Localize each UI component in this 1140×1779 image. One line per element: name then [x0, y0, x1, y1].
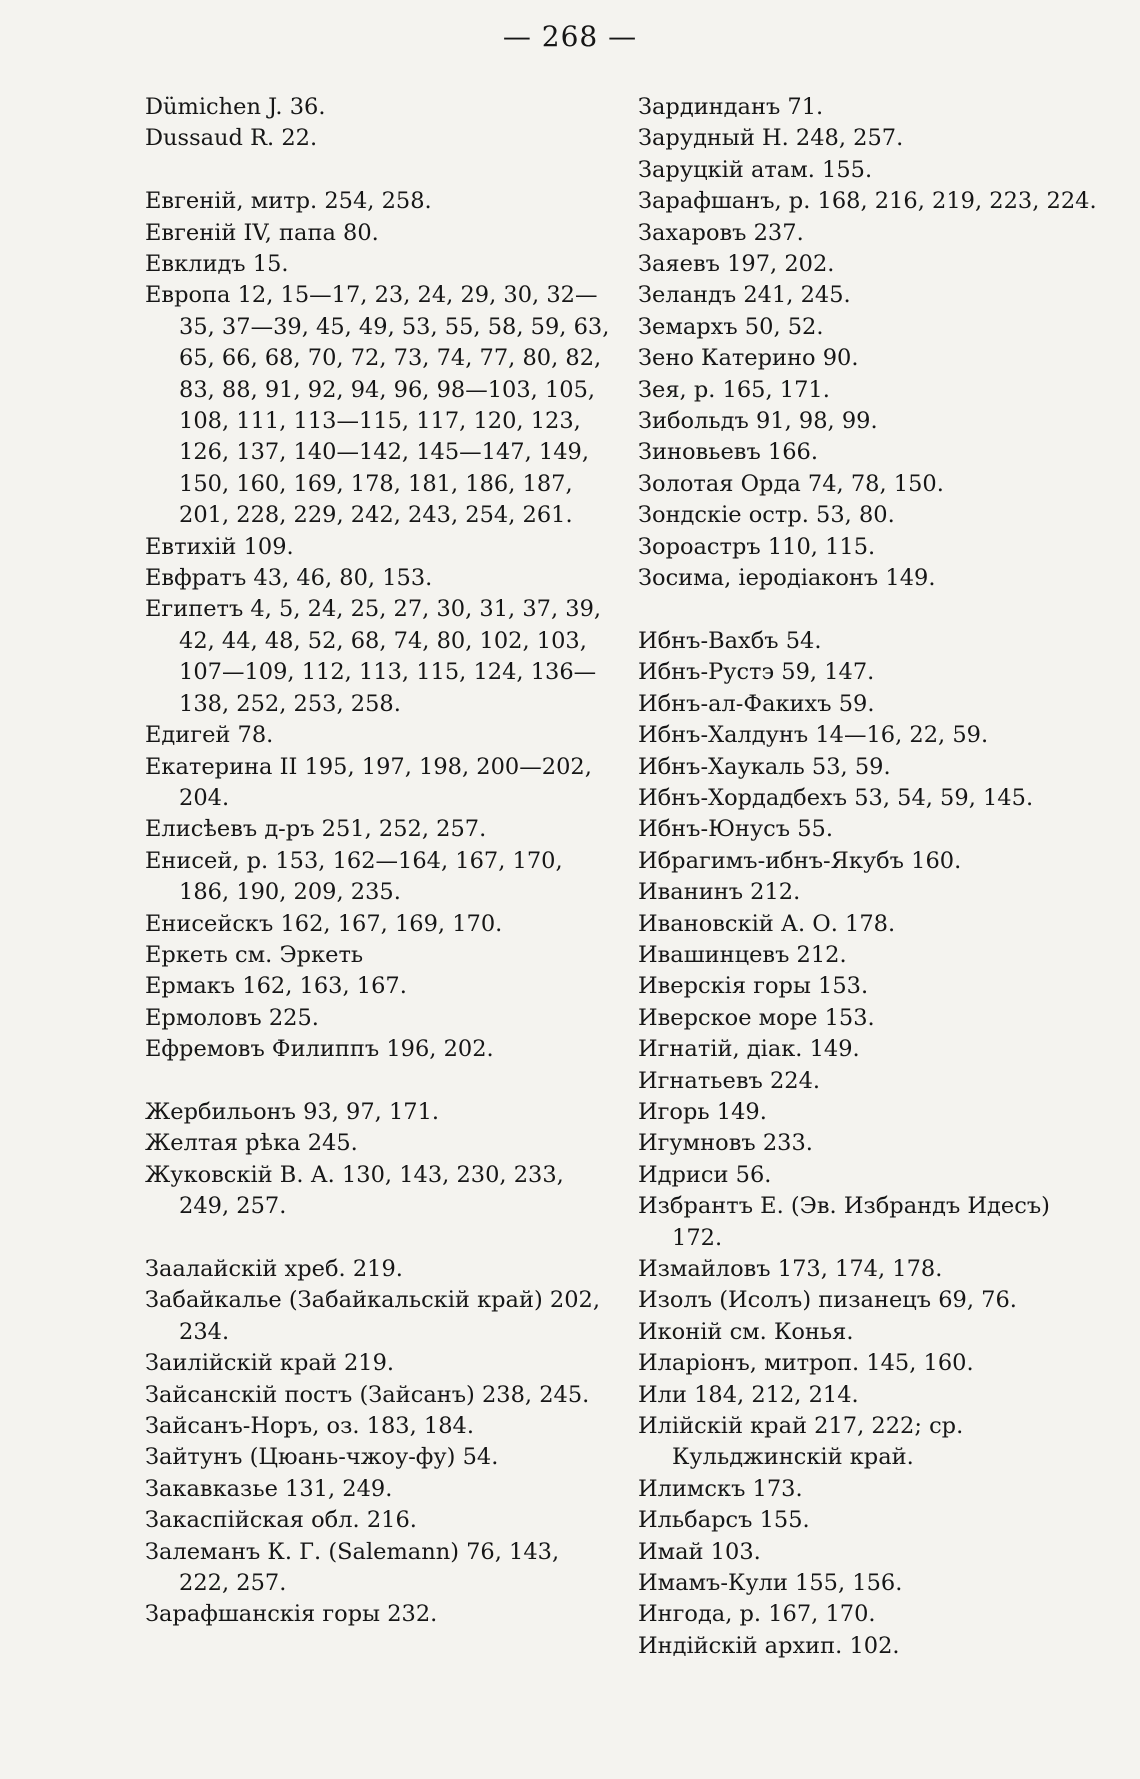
- index-entry: Жербильонъ 93, 97, 171.: [145, 1098, 440, 1125]
- index-entry: Елисѣевъ д-ръ 251, 252, 257.: [145, 816, 487, 843]
- index-entry: Илійскій край 217, 222; ср. Кульджинскій край.: [638, 1413, 964, 1471]
- index-entry: Залеманъ К. Г. (Salemann) 76, 143, 222, 257.: [145, 1538, 560, 1597]
- index-entry: Избрантъ Е. (Эв. Избрандъ Идесъ) 172.: [638, 1193, 1050, 1251]
- index-entry: Иванинъ 212.: [638, 879, 801, 906]
- index-entry: Или 184, 212, 214.: [638, 1381, 859, 1408]
- index-entry: Игумновъ 233.: [638, 1130, 813, 1157]
- index-entry: Ибнъ-Рустэ 59, 147.: [638, 659, 875, 686]
- index-entry: Илимскъ 173.: [638, 1475, 803, 1502]
- index-entry: Идриси 56.: [638, 1161, 772, 1188]
- index-entry: Ибнъ-ал-Факихъ 59.: [638, 690, 875, 717]
- index-entry: Зондскіе остр. 53, 80.: [638, 502, 895, 529]
- section-gap: [638, 595, 1100, 626]
- index-entry: Желтая рѣка 245.: [145, 1130, 358, 1157]
- index-entry: Имай 103.: [638, 1538, 761, 1565]
- index-entry: Енисейскъ 162, 167, 169, 170.: [145, 910, 503, 937]
- index-entry: Зибольдъ 91, 98, 99.: [638, 408, 878, 435]
- section-gap: [145, 155, 615, 186]
- index-entry: Зарафшанъ, р. 168, 216, 219, 223, 224.: [638, 188, 1097, 215]
- index-entry: Ибнъ-Хаукаль 53, 59.: [638, 753, 891, 780]
- index-entry: Иверскія горы 153.: [638, 973, 869, 1000]
- index-entry: Зайсанскій постъ (Зайсанъ) 238, 245.: [145, 1381, 590, 1408]
- index-entry: Ефремовъ Филиппъ 196, 202.: [145, 1036, 494, 1063]
- index-entry: Dümichen J. 36.: [145, 94, 326, 120]
- index-entry: Евфратъ 43, 46, 80, 153.: [145, 565, 433, 592]
- index-entry: Измайловъ 173, 174, 178.: [638, 1256, 943, 1283]
- index-entry: Едигей 78.: [145, 722, 274, 749]
- index-entry: Заруцкій атам. 155.: [638, 156, 873, 183]
- index-entry: Ивашинцевъ 212.: [638, 941, 847, 968]
- index-entry: Египетъ 4, 5, 24, 25, 27, 30, 31, 37, 39, 42, 44, 48, 52, 68, 74, 80, 102, 103, 107—109, 112, 113, 115, 124, 136—138, 252, 253, 258.: [145, 596, 602, 717]
- index-entry: Ермакъ 162, 163, 167.: [145, 973, 407, 1000]
- index-entry: Закаспійская обл. 216.: [145, 1507, 417, 1534]
- index-entry: Золотая Орда 74, 78, 150.: [638, 470, 944, 497]
- index-entry: Закавказье 131, 249.: [145, 1475, 393, 1502]
- index-entry: Зеландъ 241, 245.: [638, 282, 851, 309]
- index-entry: Иларіонъ, митроп. 145, 160.: [638, 1350, 974, 1377]
- index-entry: Захаровъ 237.: [638, 219, 804, 246]
- index-entry: Екатерина II 195, 197, 198, 200—202, 204.: [145, 753, 592, 811]
- index-column-right: [638, 92, 1100, 1662]
- index-entry: Игнатій, діак. 149.: [638, 1036, 860, 1063]
- index-entry: Иконій см. Конья.: [638, 1318, 854, 1345]
- index-entry: Иверское море 153.: [638, 1004, 875, 1031]
- index-entry: Еркеть см. Эркеть: [145, 941, 364, 968]
- section-gap: [145, 1066, 615, 1097]
- index-entry: Имамъ-Кули 155, 156.: [638, 1570, 903, 1597]
- index-entry: Ермоловъ 225.: [145, 1004, 319, 1031]
- index-entry: Евтихій 109.: [145, 533, 294, 560]
- page-number: — 268 —: [502, 20, 638, 53]
- index-entry: Зосима, іеродіаконъ 149.: [638, 565, 936, 592]
- index-entry: Жуковскій В. А. 130, 143, 230, 233, 249, 257.: [145, 1161, 564, 1220]
- section-gap: [145, 1223, 615, 1254]
- index-entry: Зороастръ 110, 115.: [638, 533, 876, 560]
- index-entry: Зарафшанскія горы 232.: [145, 1601, 438, 1628]
- index-entry: Заяевъ 197, 202.: [638, 251, 835, 278]
- index-column-left: [145, 92, 615, 1631]
- index-entry: Зея, р. 165, 171.: [638, 376, 830, 403]
- index-entry: Ибнъ-Вахбъ 54.: [638, 627, 822, 654]
- index-entry: Евгеній, митр. 254, 258.: [145, 188, 432, 215]
- index-entry: Заилійскій край 219.: [145, 1350, 395, 1377]
- index-entry: Игорь 149.: [638, 1098, 767, 1125]
- index-entry: Ибнъ-Халдунъ 14—16, 22, 59.: [638, 722, 989, 749]
- index-entry: Зено Катерино 90.: [638, 345, 859, 372]
- index-entry: Евгеній IV, папа 80.: [145, 219, 379, 246]
- index-entry: Земархъ 50, 52.: [638, 313, 824, 340]
- index-entry: Ибнъ-Юнусъ 55.: [638, 816, 834, 843]
- index-entry: Изолъ (Исолъ) пизанецъ 69, 76.: [638, 1287, 1017, 1314]
- index-entry: Зайсанъ-Норъ, оз. 183, 184.: [145, 1413, 475, 1440]
- index-entry: Зарудный Н. 248, 257.: [638, 125, 904, 152]
- index-entry: Ильбарсъ 155.: [638, 1507, 810, 1534]
- index-entry: Зиновьевъ 166.: [638, 439, 819, 466]
- index-entry: Ибрагимъ-ибнъ-Якубъ 160.: [638, 847, 962, 874]
- index-entry: Игнатьевъ 224.: [638, 1067, 821, 1094]
- index-entry: Зардинданъ 71.: [638, 94, 824, 120]
- index-entry: Заалайскій хреб. 219.: [145, 1255, 403, 1282]
- index-entry: Европа 12, 15—17, 23, 24, 29, 30, 32—35, 37—39, 45, 49, 53, 55, 58, 59, 63, 65, 66, 68, 70, 72, 73, 74, 77, 80, 82, 83, 88, 91, 92, 94, 96, 98—103, 105, 108, 111, 113—115, 117, 120, 123, 126, 137, 140—142, 145—147, 149, 150, 160, 169, 178, 181, 186, 187, 201, 228, 229, 242, 243, 254, 261.: [145, 282, 610, 529]
- index-entry: Забайкалье (Забайкальскій край) 202, 234.: [145, 1287, 600, 1345]
- index-entry: Индійскій архип. 102.: [638, 1632, 900, 1659]
- index-entry: Ивановскій А. О. 178.: [638, 910, 896, 937]
- index-entry: Dussaud R. 22.: [145, 125, 318, 152]
- index-entry: Зайтунъ (Цюань-чжоу-фу) 54.: [145, 1444, 499, 1471]
- index-entry: Енисей, р. 153, 162—164, 167, 170, 186, 190, 209, 235.: [145, 847, 563, 906]
- index-entry: Ингода, р. 167, 170.: [638, 1601, 876, 1628]
- index-entry: Ибнъ-Хордадбехъ 53, 54, 59, 145.: [638, 784, 1034, 811]
- index-entry: Евклидъ 15.: [145, 251, 289, 278]
